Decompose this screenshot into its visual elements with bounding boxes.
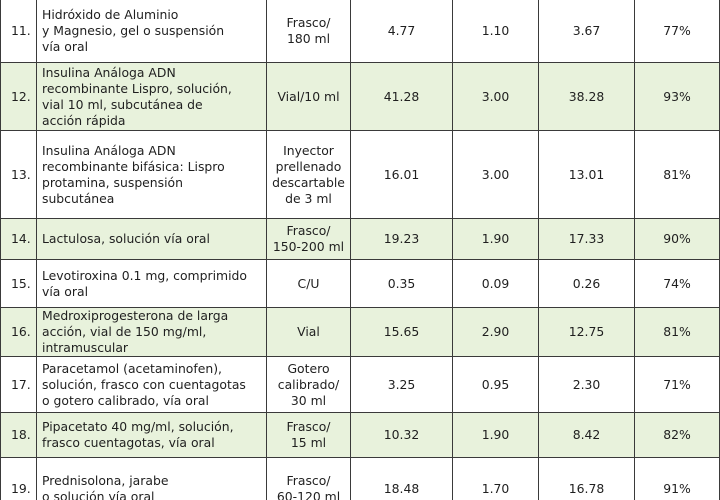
medicine-name-cell-line: vía oral: [42, 38, 89, 54]
presentation-cell-line: C/U: [297, 275, 320, 291]
medicine-name-cell-line: Levotiroxina 0.1 mg, comprimido: [42, 267, 247, 283]
medicine-name-cell-line: acción, vial de 150 mg/ml,: [42, 324, 207, 339]
presentation-cell-line: Frasco/: [286, 223, 331, 238]
difference-cell: 0.26: [539, 260, 635, 308]
medicine-name-cell-line: Medroxiprogesterona de larga: [42, 308, 229, 323]
table-row: [1, 0, 720, 63]
presentation-cell: [267, 63, 351, 131]
percent-cell: 71%: [635, 357, 720, 413]
presentation-cell-line: 180 ml: [286, 30, 331, 46]
price-2-cell: 0.09: [453, 260, 539, 308]
presentation-cell-line: 30 ml: [290, 392, 327, 408]
medicine-name-cell: [37, 260, 267, 308]
difference-cell: 13.01: [539, 131, 635, 219]
row-number-cell: 14.: [1, 219, 37, 260]
medicine-name-cell-line: vía oral: [42, 283, 89, 299]
presentation-cell: [267, 413, 351, 458]
difference-cell: 8.42: [539, 413, 635, 458]
medicine-name-cell-line: Prednisolona, jarabe: [42, 472, 169, 488]
medicine-name-cell-line: intramuscular: [42, 340, 129, 355]
price-2-cell: 3.00: [453, 63, 539, 131]
medicine-name-cell: [37, 0, 267, 63]
presentation-cell-line: de 3 ml: [285, 190, 332, 206]
presentation-cell-line: 15 ml: [290, 435, 327, 450]
medicine-name-cell-line: Insulina Análoga ADN: [42, 64, 176, 80]
table-row: [1, 413, 720, 458]
presentation-cell: [267, 0, 351, 63]
medicine-name-cell: [37, 413, 267, 458]
percent-cell: 90%: [635, 219, 720, 260]
price-2-cell: 0.95: [453, 357, 539, 413]
price-2-cell: 1.70: [453, 458, 539, 500]
percent-cell: 77%: [635, 0, 720, 63]
difference-cell: 17.33: [539, 219, 635, 260]
presentation-cell-line: Frasco/: [286, 14, 331, 30]
percent-cell: 91%: [635, 458, 720, 500]
row-number-cell: 11.: [1, 0, 37, 63]
medicine-name-cell-line: recombinante bifásica: Lispro: [42, 158, 225, 174]
medicine-name-cell-line: vial 10 ml, subcutánea de: [42, 96, 203, 112]
table-row: [1, 357, 720, 413]
medicine-name-cell: [37, 131, 267, 219]
row-number-cell: 19.: [1, 458, 37, 500]
price-1-cell: 18.48: [351, 458, 453, 500]
table-row: [1, 131, 720, 219]
medicine-name-cell-line: o solución vía oral: [42, 488, 155, 500]
price-2-cell: 2.90: [453, 308, 539, 357]
price-1-cell: 4.77: [351, 0, 453, 63]
table-body: [1, 0, 720, 500]
row-number-cell: 18.: [1, 413, 37, 458]
presentation-cell-line: Frasco/: [286, 472, 331, 488]
presentation-cell-line: Gotero: [287, 360, 330, 376]
table-row: [1, 219, 720, 260]
presentation-cell: [267, 458, 351, 500]
difference-cell: 16.78: [539, 458, 635, 500]
difference-cell: 12.75: [539, 308, 635, 357]
medicine-name-cell-line: Pipacetato 40 mg/ml, solución,: [42, 419, 234, 434]
medicine-name-cell-line: o gotero calibrado, vía oral: [42, 392, 209, 408]
presentation-cell-line: prellenado: [275, 158, 342, 174]
presentation-cell-line: Frasco/: [286, 419, 331, 434]
difference-cell: 2.30: [539, 357, 635, 413]
presentation-cell-line: Inyector: [283, 142, 334, 158]
presentation-cell: [267, 357, 351, 413]
percent-cell: 74%: [635, 260, 720, 308]
percent-cell: 93%: [635, 63, 720, 131]
price-1-cell: 0.35: [351, 260, 453, 308]
price-1-cell: 3.25: [351, 357, 453, 413]
presentation-cell-line: descartable: [272, 174, 345, 190]
presentation-cell: [267, 260, 351, 308]
medicine-name-cell-line: acción rápida: [42, 112, 126, 128]
row-number-cell: 13.: [1, 131, 37, 219]
price-2-cell: 1.10: [453, 0, 539, 63]
presentation-cell-line: calibrado/: [277, 376, 340, 392]
medicine-name-cell-line: Hidróxido de Aluminio: [42, 6, 179, 22]
table-row: [1, 63, 720, 131]
medicine-name-cell-line: Insulina Análoga ADN: [42, 142, 176, 158]
medicine-name-cell: [37, 219, 267, 260]
percent-cell: 81%: [635, 308, 720, 357]
percent-cell: 81%: [635, 131, 720, 219]
table-row: [1, 458, 720, 500]
price-1-cell: 15.65: [351, 308, 453, 357]
medicine-name-cell: [37, 357, 267, 413]
presentation-cell-line: 60-120 ml: [276, 488, 341, 500]
table-row: [1, 308, 720, 357]
price-1-cell: 16.01: [351, 131, 453, 219]
price-1-cell: 41.28: [351, 63, 453, 131]
price-1-cell: 19.23: [351, 219, 453, 260]
medicine-name-cell-line: frasco cuentagotas, vía oral: [42, 435, 215, 450]
medicine-name-cell-line: protamina, suspensión: [42, 174, 183, 190]
presentation-cell: [267, 219, 351, 260]
price-2-cell: 1.90: [453, 219, 539, 260]
presentation-cell-line: Vial/10 ml: [277, 88, 340, 104]
difference-cell: 3.67: [539, 0, 635, 63]
medicine-name-cell-line: Paracetamol (acetaminofen),: [42, 360, 222, 376]
presentation-cell: [267, 308, 351, 357]
row-number-cell: 17.: [1, 357, 37, 413]
medicine-name-cell: [37, 458, 267, 500]
price-1-cell: 10.32: [351, 413, 453, 458]
row-number-cell: 16.: [1, 308, 37, 357]
table-row: [1, 260, 720, 308]
row-number-cell: 12.: [1, 63, 37, 131]
percent-cell: 82%: [635, 413, 720, 458]
row-number-cell: 15.: [1, 260, 37, 308]
price-2-cell: 1.90: [453, 413, 539, 458]
presentation-cell: [267, 131, 351, 219]
presentation-cell-line: Vial: [297, 324, 320, 339]
medicine-name-cell-line: recombinante Lispro, solución,: [42, 80, 232, 96]
presentation-cell-line: 150-200 ml: [272, 239, 345, 254]
medicine-name-cell-line: y Magnesio, gel o suspensión: [42, 22, 225, 38]
medicine-name-cell-line: solución, frasco con cuentagotas: [42, 376, 246, 392]
medicine-name-cell-line: subcutánea: [42, 190, 115, 206]
medicine-name-cell: [37, 63, 267, 131]
price-2-cell: 3.00: [453, 131, 539, 219]
medicine-name-cell: [37, 308, 267, 357]
difference-cell: 38.28: [539, 63, 635, 131]
medicine-name-cell-line: Lactulosa, solución vía oral: [42, 231, 210, 246]
